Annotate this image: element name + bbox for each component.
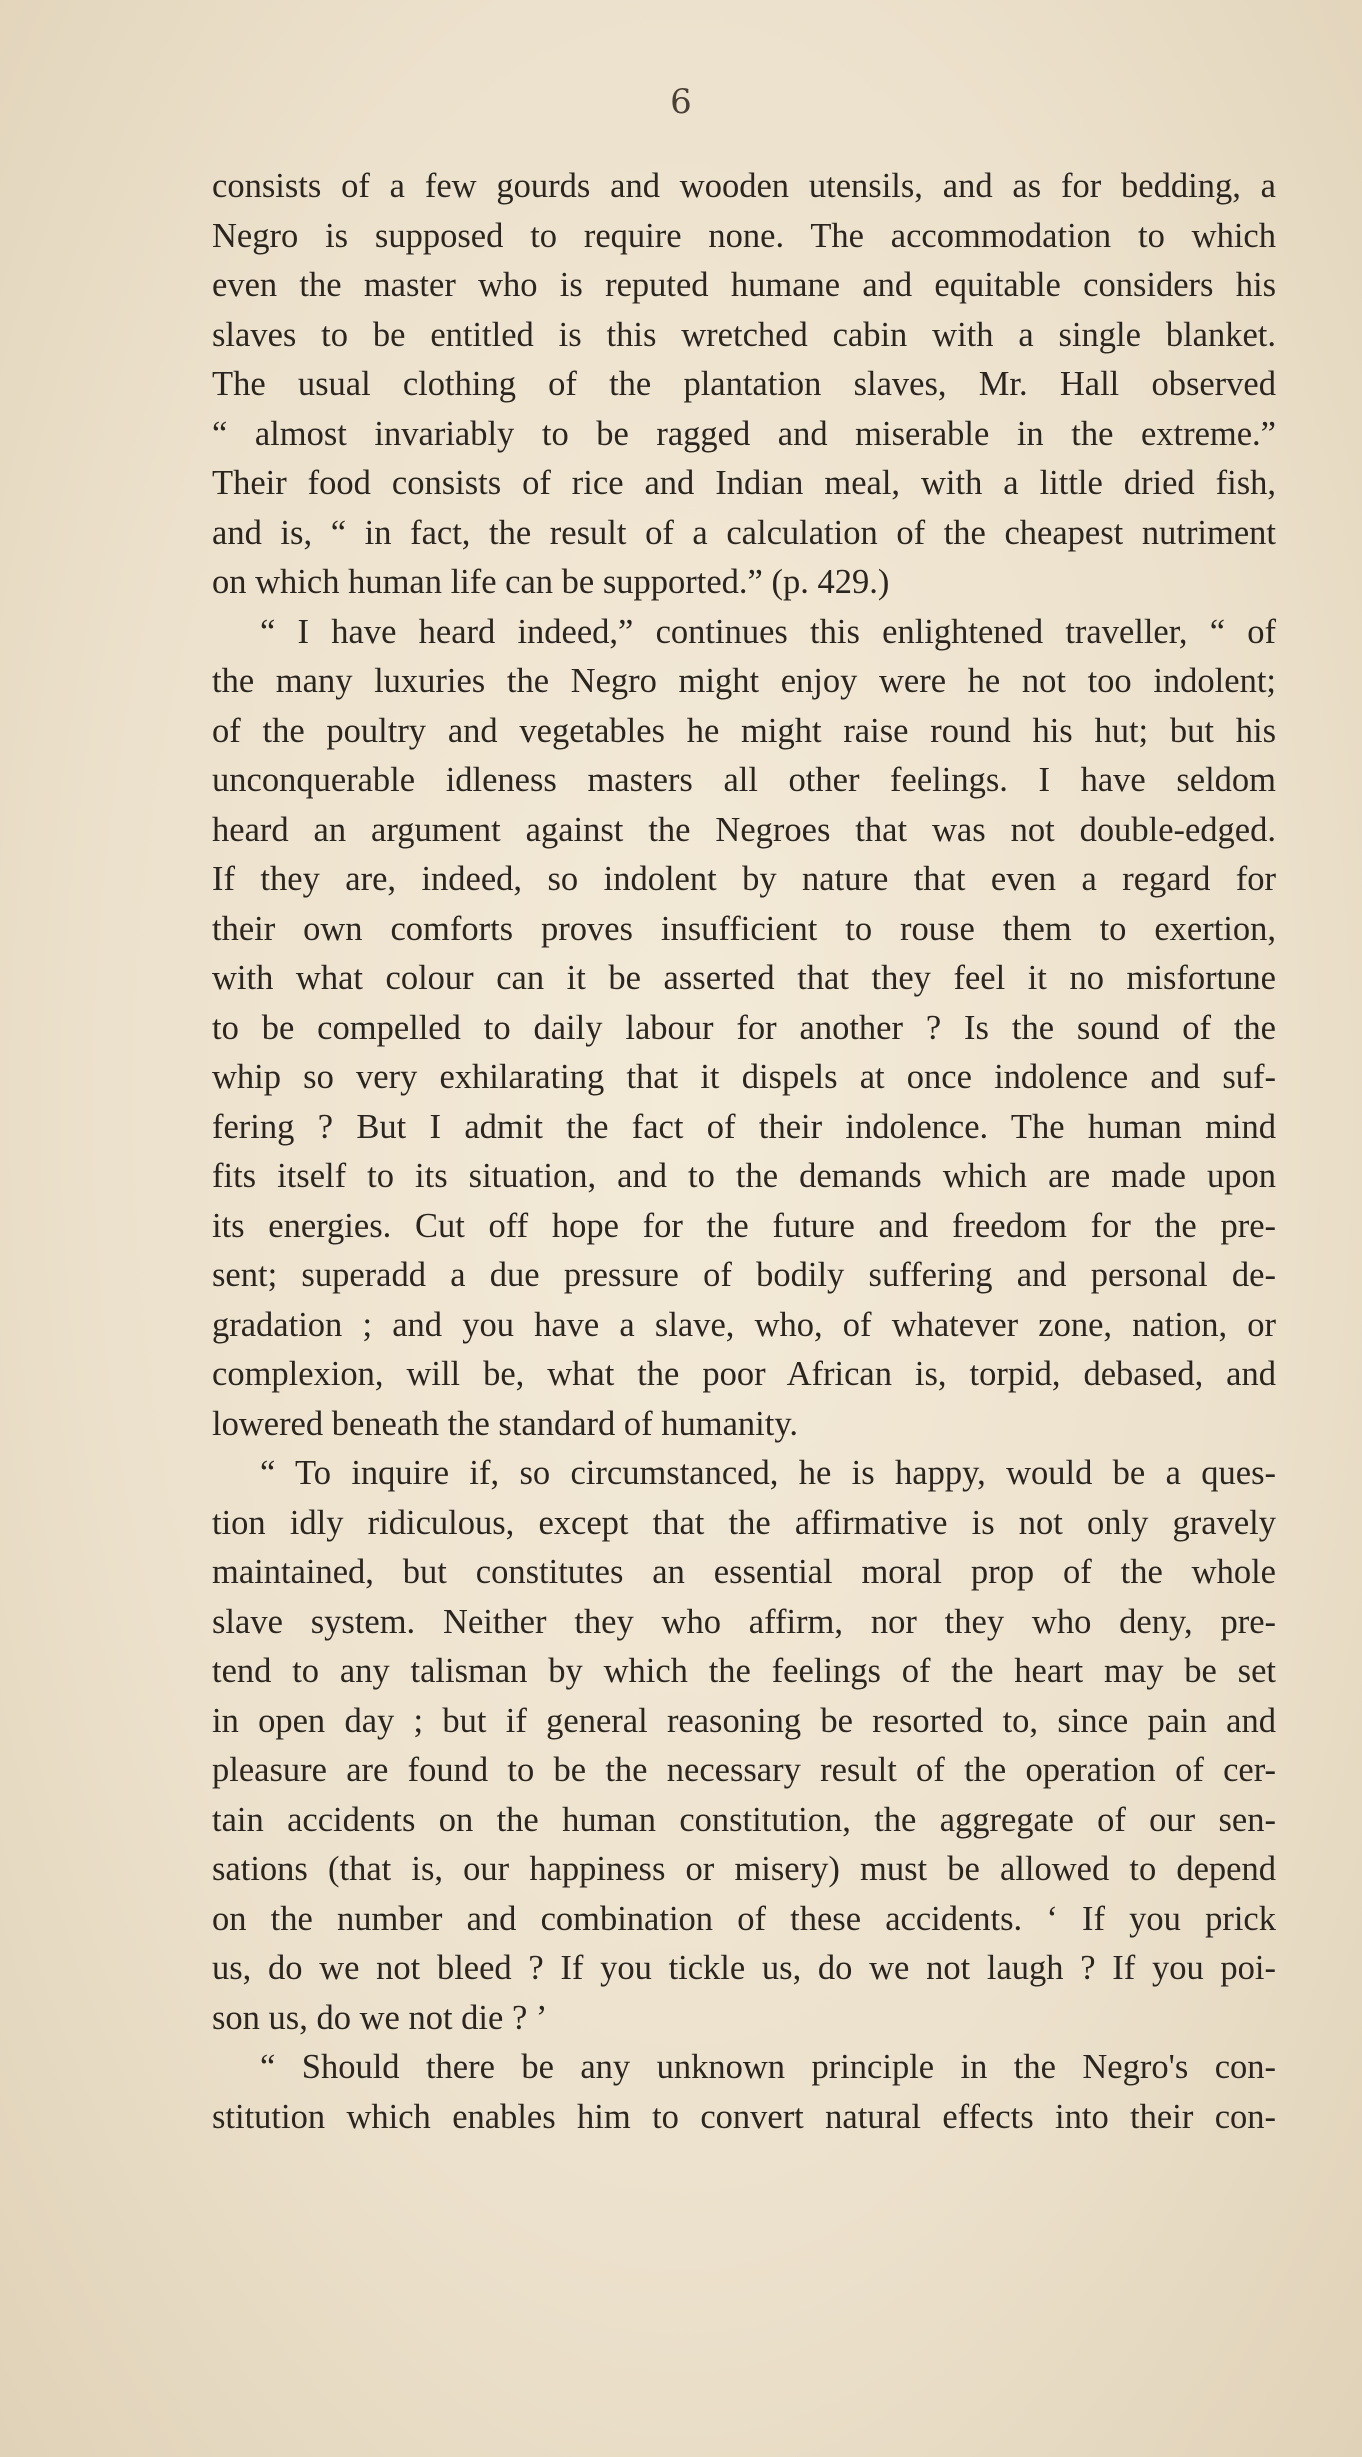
text-line: The usual clothing of the plantation slaves, Mr. Hall observed [212, 365, 1276, 403]
text-line: complexion, will be, what the poor African is, torpid, debased, and [212, 1355, 1276, 1393]
text-line: its energies. Cut off hope for the future and freedom for the pre- [212, 1206, 1276, 1245]
text-line: sations (that is, our happiness or misery) must be allowed to depend [212, 1850, 1276, 1888]
text-line: on which human life can be supported.” (p. 429.) [212, 563, 890, 601]
text-line: to be compelled to daily labour for another ? Is the sound of the [212, 1008, 1276, 1047]
text-line: fering ? But I admit the fact of their indolence. The human mind [212, 1107, 1276, 1146]
text-line: and is, “ in fact, the result of a calculation of the cheapest nutriment [212, 513, 1276, 552]
text-line: “ To inquire if, so circumstanced, he is happy, would be a ques- [260, 1454, 1276, 1492]
text-line: maintained, but constitutes an essential moral prop of the whole [212, 1553, 1276, 1591]
text-line: son us, do we not die ? ’ [212, 1998, 548, 2037]
text-line: “ Should there be any unknown principle in the Negro's con- [260, 2048, 1276, 2086]
text-line: us, do we not bleed ? If you tickle us, do we not laugh ? If you poi- [212, 1949, 1276, 1987]
text-line: stitution which enables him to convert natural effects into their con- [212, 2097, 1276, 2136]
text-line: slaves to be entitled is this wretched cabin with a single blanket. [212, 315, 1276, 354]
text-line: heard an argument against the Negroes that was not double-edged. [212, 810, 1276, 849]
text-line: whip so very exhilarating that it dispels at once indolence and suf- [212, 1058, 1276, 1096]
text-line: gradation ; and you have a slave, who, of whatever zone, nation, or [212, 1305, 1276, 1344]
text-line: Their food consists of rice and Indian meal, with a little dried fish, [212, 464, 1276, 502]
text-line: consists of a few gourds and wooden utensils, and as for bedding, a [212, 167, 1276, 205]
text-line: even the master who is reputed humane and equitable considers his [212, 266, 1276, 304]
text-line: tain accidents on the human constitution, the aggregate of our sen- [212, 1800, 1276, 1839]
text-line: their own comforts proves insufficient to rouse them to exertion, [212, 909, 1276, 948]
text-line: with what colour can it be asserted that they feel it no misfortune [212, 959, 1276, 997]
page-number: 6 [670, 82, 692, 122]
text-line: “ almost invariably to be ragged and miserable in the extreme.” [212, 414, 1276, 453]
text-line: of the poultry and vegetables he might raise round his hut; but his [212, 711, 1276, 750]
text-line: pleasure are found to be the necessary result of the operation of cer- [212, 1751, 1276, 1789]
text-line: on the number and combination of these accidents. ‘ If you prick [212, 1899, 1276, 1938]
text-line: Negro is supposed to require none. The accommodation to which [212, 216, 1276, 255]
text-line: tend to any talisman by which the feelings of the heart may be set [212, 1652, 1276, 1690]
text-line: slave system. Neither they who affirm, nor they who deny, pre- [212, 1602, 1276, 1641]
text-line: unconquerable idleness masters all other feelings. I have seldom [212, 761, 1276, 799]
text-line: the many luxuries the Negro might enjoy were he not too indolent; [212, 662, 1276, 700]
text-line: lowered beneath the standard of humanity. [212, 1404, 798, 1443]
body-text [212, 162, 1276, 2142]
text-line: If they are, indeed, so indolent by nature that even a regard for [212, 860, 1276, 898]
text-line: tion idly ridiculous, except that the affirmative is not only gravely [212, 1503, 1276, 1542]
text-line: sent; superadd a due pressure of bodily suffering and personal de- [212, 1256, 1276, 1294]
text-line: “ I have heard indeed,” continues this enlightened traveller, “ of [260, 612, 1276, 651]
text-line: in open day ; but if general reasoning be resorted to, since pain and [212, 1701, 1276, 1740]
text-line: fits itself to its situation, and to the demands which are made upon [212, 1157, 1276, 1195]
